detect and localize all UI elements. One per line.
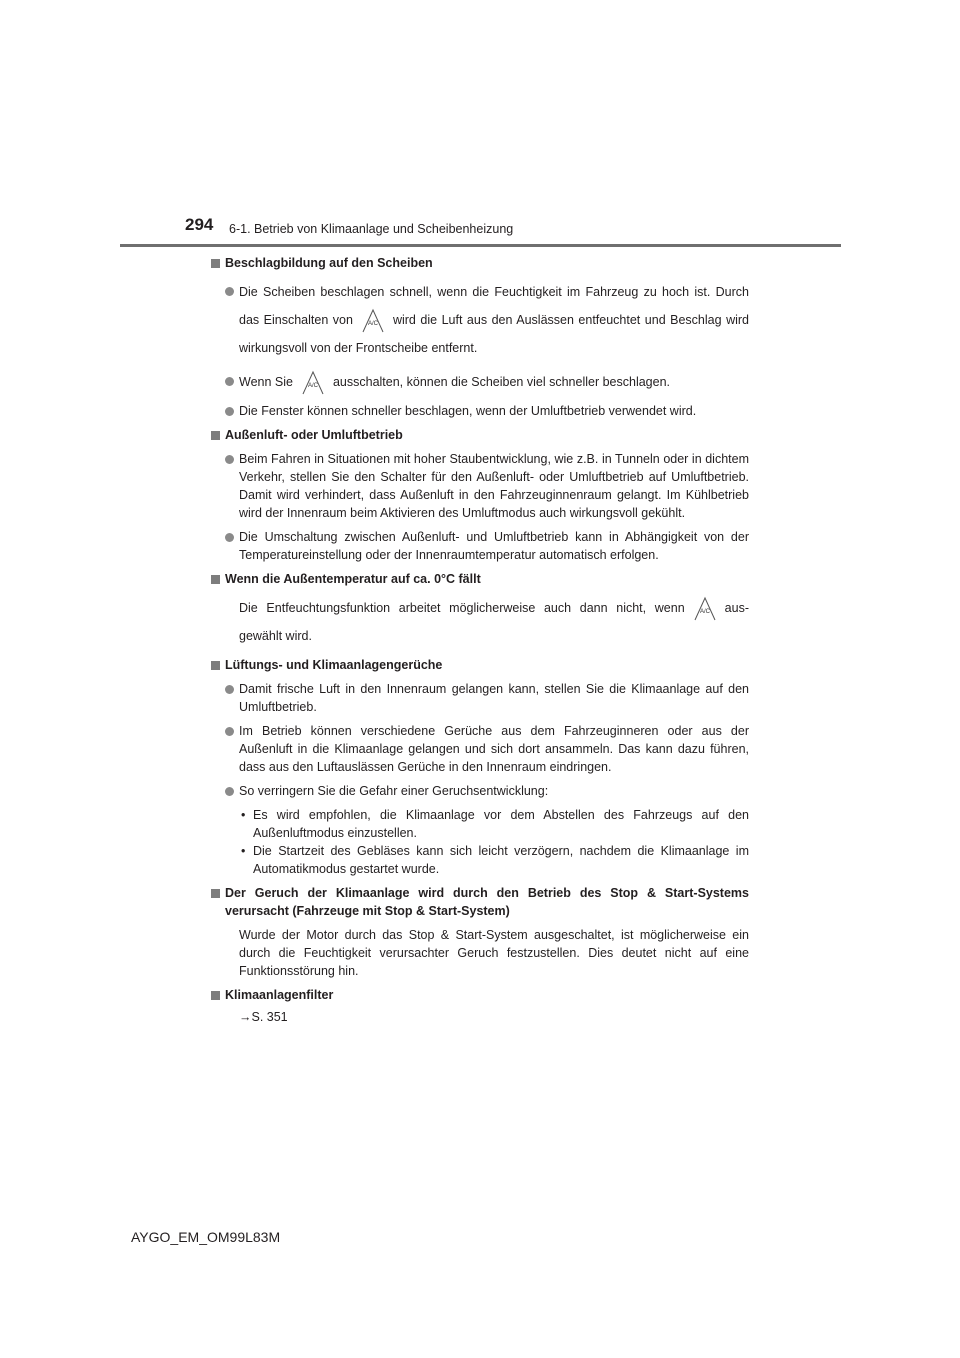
paragraph <box>211 594 749 650</box>
paragraph-text: Die Entfeuchtungsfunktion arbeitet möglicherweise auch dann nicht, wenn <box>239 601 685 615</box>
item-text: Wenn Sie <box>239 375 293 389</box>
item-text: Die Fenster können schneller beschlagen, wenn der Umluftbetrieb verwendet wird. <box>239 404 697 418</box>
footer-code: AYGO_EM_OM99L83M <box>131 1229 281 1245</box>
ac-icon-label: A/C <box>307 382 318 389</box>
sub-list-item <box>211 806 749 842</box>
circle-bullet-icon <box>225 533 234 542</box>
square-bullet-icon <box>211 889 220 898</box>
circle-bullet-icon <box>225 287 234 296</box>
circle-bullet-icon <box>225 455 234 464</box>
section-title: Außenluft- oder Umluftbetrieb <box>225 428 403 442</box>
list-item <box>211 528 749 564</box>
ac-icon-label: A/C <box>367 320 378 327</box>
section-title: Der Geruch der Klimaanlage wird durch den Betrieb des Stop & Start-Systems verursacht (Fahrzeuge mit Stop & Start-System) <box>225 886 749 918</box>
section-heading <box>211 570 749 588</box>
section-title: Klimaanlagenfilter <box>225 988 334 1002</box>
header-rule <box>120 244 841 247</box>
ac-button-icon <box>691 596 719 622</box>
item-text: wird die Luft aus den Auslässen entfeuchtet und Beschlag wird wirkungsvoll von der Frontscheibe entfernt. <box>239 313 749 355</box>
list-item <box>211 368 749 396</box>
square-bullet-icon <box>211 259 220 268</box>
section-title: Wenn die Außentemperatur auf ca. 0°C fällt <box>225 572 481 586</box>
sub-list-item <box>211 842 749 878</box>
ac-icon-label: A/C <box>699 608 710 615</box>
list-item <box>211 450 749 522</box>
circle-bullet-icon <box>225 787 234 796</box>
list-item <box>211 402 749 420</box>
circle-bullet-icon <box>225 407 234 416</box>
paragraph <box>211 926 749 980</box>
chapter-title: 6-1. Betrieb von Klimaanlage und Scheibenheizung <box>229 222 514 236</box>
reference-link[interactable]: →S. 351 <box>239 1010 288 1024</box>
circle-bullet-icon <box>225 685 234 694</box>
square-bullet-icon <box>211 991 220 1000</box>
list-item <box>211 680 749 716</box>
sub-item-text: Die Startzeit des Gebläses kann sich leicht verzögern, nachdem die Klimaanlage im Automatikmodus gestartet wurde. <box>253 844 749 876</box>
list-item <box>211 722 749 776</box>
square-bullet-icon <box>211 431 220 440</box>
ac-button-icon <box>299 370 327 396</box>
item-text: Die Scheiben beschlagen schnell, wenn die Feuchtigkeit im Fahrzeug zu hoch ist. Durch das Einschalten von <box>239 285 749 327</box>
section-heading <box>211 656 749 674</box>
sub-bullet: • <box>241 808 246 822</box>
square-bullet-icon <box>211 575 220 584</box>
item-text: Die Umschaltung zwischen Außenluft- und Umluftbetrieb kann in Abhängigkeit von der Temperatureinstellung oder der Innenraumtemperatur automatisch erfolgen. <box>239 530 749 562</box>
item-text: So verringern Sie die Gefahr einer Geruchsentwicklung: <box>239 784 549 798</box>
section-heading <box>211 254 749 272</box>
item-text: Im Betrieb können verschiedene Gerüche aus dem Fahrzeuginneren oder aus der Außenluft in die Klimaanlage gelangen und sich dort ansammeln. Das kann dazu führen, dass aus den Luftauslässen Gerüche in den Innenraum eindringen. <box>239 724 749 774</box>
ac-button-icon <box>359 308 387 334</box>
list-item <box>211 278 749 362</box>
sub-bullet: • <box>241 844 246 858</box>
section-title: Lüftungs- und Klimaanlagengerüche <box>225 658 443 672</box>
item-text: Beim Fahren in Situationen mit hoher Staubentwicklung, wie z.B. in Tunneln oder in dichtem Verkehr, stellen Sie den Schalter für den Außenluft- oder Umluftbetrieb auf Umluftbetrieb. Damit wird verhindert, dass Außenluft in den Fahrzeuginnenraum gelangt. Im Kühlbetrieb wird der Innenraum beim Aktivieren des Umluftmodus auch wirkungsvoll gekühlt. <box>239 452 749 520</box>
paragraph-text: aus-gewählt wird. <box>239 601 749 643</box>
sub-item-text: Es wird empfohlen, die Klimaanlage vor dem Abstellen des Fahrzeugs auf den Außenluftmodus einzustellen. <box>253 808 749 840</box>
section-heading <box>211 426 749 444</box>
list-item <box>211 782 749 800</box>
circle-bullet-icon <box>225 377 234 386</box>
section-heading <box>211 884 749 920</box>
circle-bullet-icon <box>225 727 234 736</box>
paragraph-text: Wurde der Motor durch das Stop & Start-System ausgeschaltet, ist möglicherweise ein durch die Feuchtigkeit verursachter Geruch festzustellen. Dies deutet nicht auf eine Funktionsstörung hin. <box>239 928 749 978</box>
section-title: Beschlagbildung auf den Scheiben <box>225 256 433 270</box>
main-content <box>211 254 749 1026</box>
page-reference <box>211 1008 749 1026</box>
square-bullet-icon <box>211 661 220 670</box>
item-text: Damit frische Luft in den Innenraum gelangen kann, stellen Sie die Klimaanlage auf den Umluftbetrieb. <box>239 682 749 714</box>
item-text: ausschalten, können die Scheiben viel schneller beschlagen. <box>332 375 670 389</box>
section-heading <box>211 986 749 1004</box>
page-number: 294 <box>185 215 214 234</box>
